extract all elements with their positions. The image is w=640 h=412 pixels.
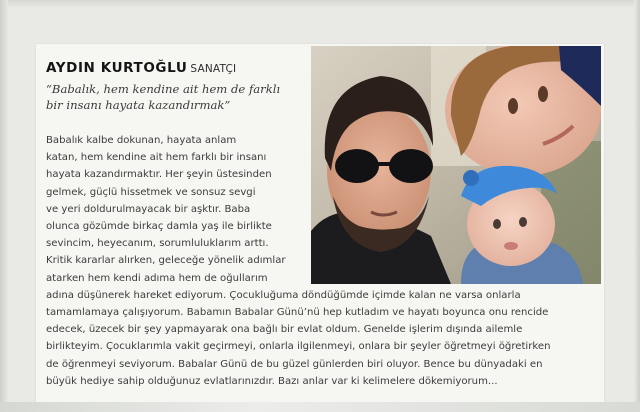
body-line: büyük hediye sahip olduğunuz evlatlarınızdır. Bazı anlar var ki kelimelere dökemiyorum... bbox=[46, 375, 498, 387]
body-line: ve yeri doldurulmayacak bir aşktır. Baba bbox=[46, 203, 251, 215]
body-line: edecek, üzecek bir şey yapmayarak ona bağlı bir evlat oldum. Genelde işlerim dışında ailemle bbox=[46, 324, 523, 336]
body-line: hayata kazandırmaktır. Her şeyin üstesinden bbox=[46, 169, 272, 181]
scan-edge-top bbox=[0, 0, 640, 8]
body-line: olunca gözümde birkaç damla yaş ile birlikte bbox=[46, 221, 272, 233]
headline bbox=[46, 58, 304, 78]
body-line: Kritik kararlar alırken, geleceğe yönelik adımlar bbox=[46, 255, 286, 267]
article-header bbox=[46, 58, 304, 113]
older-son-eye-right bbox=[538, 86, 548, 102]
older-son-eye-left bbox=[508, 98, 518, 114]
body-line: adına düşünerek hareket ediyorum. Çocukluğuma döndüğümde içimde kalan ne varsa onlarla bbox=[46, 289, 521, 301]
body-line: sevincim, heyecanım, sorumluluklarım arttı. bbox=[46, 238, 269, 250]
pull-quote: “Babalık, hem kendine ait hem de farklı bir insanı hayata kazandırmak” bbox=[46, 82, 281, 112]
baby-eye-right bbox=[519, 217, 527, 227]
older-son bbox=[445, 46, 601, 176]
scan-edge-right bbox=[634, 0, 640, 412]
baby-eye-left bbox=[493, 219, 501, 229]
sunglasses-left-lens bbox=[335, 149, 379, 183]
scan-edge-left bbox=[0, 0, 8, 412]
body-line: de öğrenmeyi seviyorum. Babalar Günü de bu güzel günlerden biri oluyor. Bence bu dünyadaki en bbox=[46, 358, 543, 370]
body-line: atarken hem kendi adıma hem de oğullarım bbox=[46, 272, 268, 284]
body-line: birlikteyim. Çocuklarımla vakit geçirmeyi, onlarla ilgilenmeyi, onlara bir şeyler öğretmeyi öğretirken bbox=[46, 341, 551, 353]
sunglasses-right-lens bbox=[389, 149, 433, 183]
sunglasses-bridge bbox=[377, 162, 391, 166]
baby-mouth bbox=[504, 242, 518, 250]
body-line: gelmek, güçlü hissetmek ve sonsuz sevgi bbox=[46, 186, 256, 198]
body-line: katan, hem kendine ait hem farklı bir insanı bbox=[46, 152, 267, 164]
family-photo bbox=[311, 46, 601, 284]
person-role: SANATÇI bbox=[190, 63, 237, 75]
body-line: tamamlamaya çalışıyorum. Babamın Babalar Günü’nü hep kutladım ve hayatı boyunca onu rencide bbox=[46, 307, 549, 319]
family-photo-illustration bbox=[311, 46, 601, 284]
body-line: Babalık kalbe dokunan, hayata anlam bbox=[46, 135, 237, 146]
person-name: AYDIN KURTOĞLU bbox=[46, 60, 188, 76]
baby-hat-pompom bbox=[463, 170, 479, 186]
scan-edge-bottom bbox=[0, 402, 640, 412]
